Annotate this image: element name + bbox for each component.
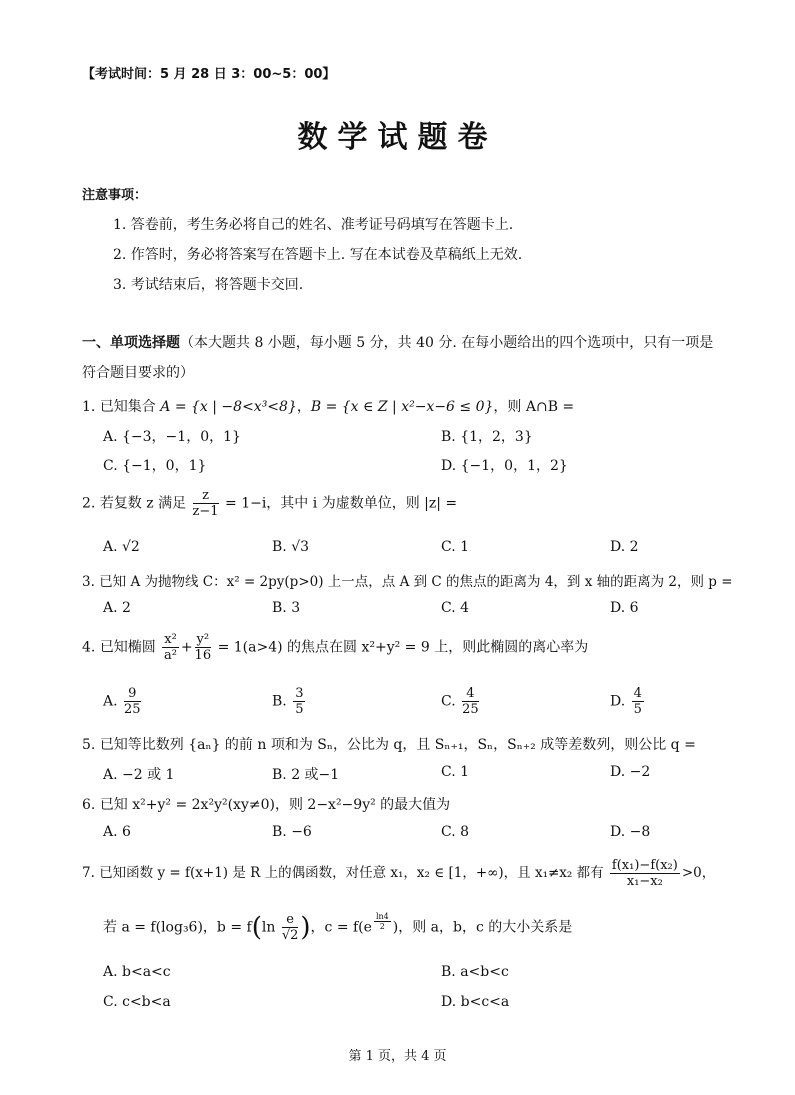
question-text: 已知集合: [99, 399, 156, 415]
question-text: >0，: [681, 865, 716, 881]
exponent-fraction: $\frac{\ln 4}{2}$: [375, 912, 389, 931]
question-1: [82, 396, 574, 416]
q4-option-c: C. $\frac{4}{25}$: [441, 686, 479, 717]
q3-option-c: C. 4: [441, 600, 470, 616]
q2-option-d: D. 2: [610, 539, 639, 555]
exam-time: 【考试时间：5 月 28 日 3：00~5：00】: [82, 67, 336, 82]
notes-heading: 注意事项：: [82, 188, 148, 203]
q1-option-c: C. {−1，0，1}: [103, 458, 207, 474]
page-footer: 第 1 页，共 4 页: [348, 1049, 447, 1064]
q5-option-c: C. 1: [441, 764, 470, 780]
q6-option-b: B. −6: [272, 824, 312, 840]
question-5: [82, 734, 696, 754]
q1-option-b: B. {1，2，3}: [441, 429, 533, 445]
question-number: 3.: [82, 574, 95, 590]
q2-option-a: A. √2: [103, 539, 140, 555]
question-text: 已知椭圆: [99, 639, 156, 656]
note-item-3: 3. 考试结束后，将答题卡交回.: [113, 277, 304, 293]
fraction: $\frac{3}{5}$: [295, 686, 304, 717]
section-desc: （本大题共 8 小题，每小题 5 分，共 40 分. 在每小题给出的四个选项中，只有一项是: [180, 335, 714, 351]
q7-option-d: D. b<c<a: [441, 994, 510, 1010]
fraction: $\frac{\text{y²}}{16}$: [194, 632, 212, 663]
question-4: [82, 632, 588, 663]
question-number: 6.: [82, 797, 96, 813]
q6-option-d: D. −8: [610, 824, 651, 840]
note-item-1: 1. 答卷前，考生务必将自己的姓名、准考证号码填写在答题卡上.: [113, 217, 514, 233]
q4-option-b: B. $\frac{3}{5}$: [272, 686, 304, 717]
fraction: $\frac{\text{f(x₁)−f(x₂)}}{\text{x₁−x₂}}$: [611, 858, 678, 889]
question-7: [82, 858, 715, 889]
fraction: $\frac{z}{z-1}$: [192, 488, 219, 519]
section-title: 一、单项选择题: [82, 335, 180, 351]
q1-option-d: D. {−1，0，1，2}: [441, 458, 568, 474]
question-text: = 1−i，其中 i 为虚数单位，则 |z| =: [225, 495, 458, 512]
q4-option-d: D. $\frac{4}{5}$: [610, 686, 642, 717]
q3-option-a: A. 2: [103, 600, 131, 616]
q3-option-d: D. 6: [610, 600, 639, 616]
question-text: 已知等比数列 {aₙ} 的前 n 项和为 Sₙ，公比为 q，且 Sₙ₊₁，Sₙ，Sₙ₊₂ 成等差数列，则公比 q =: [99, 737, 696, 753]
note-item-2: 2. 作答时，务必将答案写在答题卡上. 写在本试卷及草稿纸上无效.: [113, 247, 523, 263]
question-text: 已知函数 y = f(x+1) 是 R 上的偶函数，对任意 x₁，x₂ ∈ [1，+∞)，且 x₁≠x₂ 都有: [99, 865, 604, 881]
q2-option-c: C. 1: [441, 539, 470, 555]
question-number: 1.: [82, 399, 96, 415]
question-text: 已知 x²+y² = 2x²y²(xy≠0)，则 2−x²−9y² 的最大值为: [99, 797, 451, 813]
q6-option-c: C. 8: [441, 824, 470, 840]
question-text: = 1(a>4) 的焦点在圆 x²+y² = 9 上，则此椭圆的离心率为: [217, 639, 589, 656]
set-b: B = {x ∈ Z | x²−x−6 ≤ 0}: [310, 399, 494, 415]
fraction: $\frac{e}{√2}$: [281, 912, 299, 943]
fraction: $\frac{9}{25}$: [124, 686, 141, 717]
plus-sign: +: [180, 639, 193, 656]
question-text: ，则 A∩B =: [493, 399, 575, 415]
set-a: A = {x | −8<x³<8}: [160, 399, 297, 415]
question-number: 7.: [82, 865, 95, 881]
question-number: 2.: [82, 495, 96, 512]
q5-option-a: A. −2 或 1: [103, 767, 175, 783]
right-paren: ): [300, 912, 311, 943]
question-2: [82, 488, 457, 519]
q6-option-a: A. 6: [103, 824, 131, 840]
section-heading: [82, 332, 713, 352]
left-paren: (: [251, 912, 262, 943]
q4-option-a: A. $\frac{9}{25}$: [103, 686, 141, 717]
page-title: 数学试题卷: [297, 120, 498, 155]
fraction: $\frac{4}{25}$: [462, 686, 479, 717]
question-3: [82, 570, 733, 590]
q2-option-b: B. √3: [272, 539, 310, 555]
question-7-line-2: 若 a = f(log₃6)，b = f(ln $\frac{e}{√2}$ )，c = f(e $\frac{\ln 4}{2}$ )，则 a，b，c 的大小关系是: [103, 912, 573, 943]
question-6: [82, 794, 450, 814]
question-text: ，: [296, 399, 311, 415]
section-desc-2: 符合题目要求的）: [82, 365, 194, 381]
question-number: 4.: [82, 639, 96, 656]
fraction: $\frac{\text{x²}}{\text{a²}}$: [164, 632, 178, 663]
q7-option-b: B. a<b<c: [441, 964, 509, 980]
question-text: 若复数 z 满足: [99, 495, 187, 512]
q5-option-b: B. 2 或−1: [272, 767, 340, 783]
q1-option-a: A. {−3，−1，0，1}: [103, 429, 241, 445]
q5-option-d: D. −2: [610, 764, 651, 780]
fraction: $\frac{4}{5}$: [633, 686, 642, 717]
question-number: 5.: [82, 737, 96, 753]
q3-option-b: B. 3: [272, 600, 301, 616]
question-text: 已知 A 为抛物线 C：x² = 2py(p>0) 上一点，点 A 到 C 的焦点的距离为 4，到 x 轴的距离为 2，则 p =: [99, 574, 733, 590]
q7-option-a: A. b<a<c: [103, 964, 171, 980]
q7-option-c: C. c<b<a: [103, 994, 171, 1010]
